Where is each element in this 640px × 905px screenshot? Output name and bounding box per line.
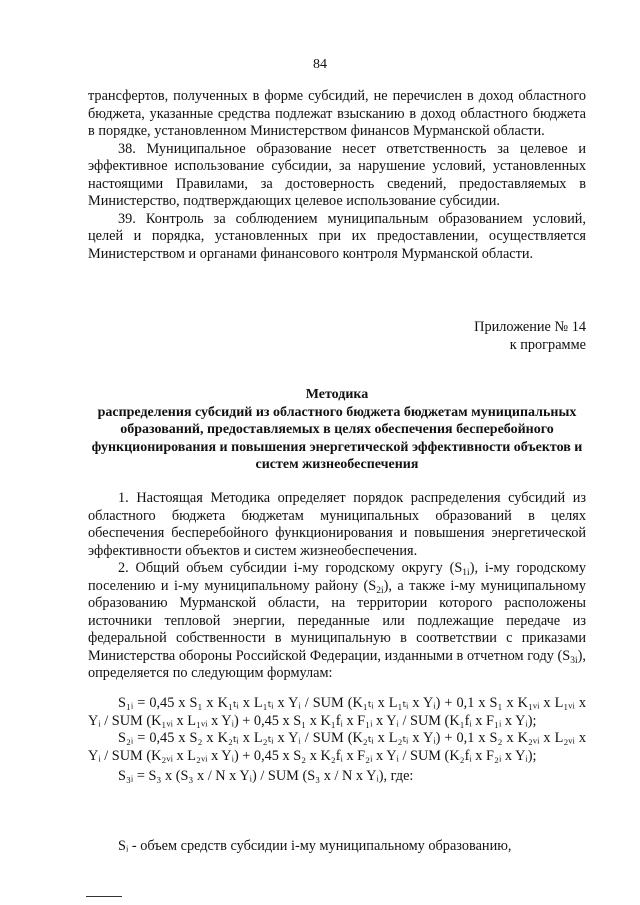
paragraph-39: 39. Контроль за соблюдением муниципальным образованием условий, целей и порядка, установленных при их предоставлении, осуществляется Министерством и органами финансового контроля Мурманской области.: [88, 210, 586, 262]
paragraph-1: 1. Настоящая Методика определяет порядок распределения субсидий из областного бюджета бюджетам муниципальных образований в целях обеспечения бесперебойного функционирования и повышения энергетической эффективности объектов и систем жизнеобеспечения.: [88, 490, 586, 559]
heading-title: Методика: [305, 387, 369, 402]
formula-s2: S₂ᵢ = 0,45 x S₂ x K₂ₜᵢ x L₂ₜᵢ x Yᵢ / SUM (K₂ₜᵢ x L₂ₜᵢ x Yᵢ) + 0,1 x S₂ x K₂ᵥᵢ x L₂ᵥᵢ x Yᵢ / SUM (K₂ᵥᵢ x L₂ᵥᵢ x Yᵢ) + 0,45 x S₂ x K₂fᵢ x F₂ᵢ x Yᵢ / SUM (K₂fᵢ x F₂ᵢ x Yᵢ);: [88, 730, 586, 764]
formula-s3: S₃ᵢ = S₃ x (S₃ x / N x Yᵢ) / SUM (S₃ x / N x Yᵢ), где:: [118, 768, 414, 784]
formula-s1: S₁ᵢ = 0,45 x S₁ x K₁ₜᵢ x L₁ₜᵢ x Yᵢ / SUM (K₁ₜᵢ x L₁ₜᵢ x Yᵢ) + 0,1 x S₁ x K₁ᵥᵢ x L₁ᵥᵢ x Yᵢ / SUM (K₁ᵥᵢ x L₁ᵥᵢ x Yᵢ) + 0,45 x S₁ x K₁fᵢ x F₁ᵢ x Yᵢ / SUM (K₁fᵢ x F₁ᵢ x Yᵢ);: [88, 695, 586, 729]
paragraph-2: 2. Общий объем субсидии i-му городскому округу $(S_{1i})$, i-му городскому поселению и i-му муниципальному району $(S_{2i})$, а также i-му муниципальному образованию Мурманской области, на территории которого расположены источники тепловой энергии, переданные или подлежащие передаче из федеральной собственности в муниципальную в соответствии с приказами Министерства обороны Российской Федерации, изданными в отчетном году $(S_{3i})$, определяется по следующим формулам:: [88, 560, 586, 681]
appendix-label: [88, 318, 586, 354]
body-text-methodology: [88, 490, 586, 683]
body-text-top: [88, 88, 586, 263]
paragraph-transfers: трансфертов, полученных в форме субсидий, не перечислен в доход областного бюджета, указанные средства подлежат взысканию в доход областного бюджета в порядке, установленном Министерством финансов Мурманской области.: [88, 88, 586, 139]
footer-rule: [86, 896, 122, 897]
appendix-number: Приложение № 14: [474, 319, 586, 335]
heading-subtitle: распределения субсидий из областного бюджета бюджетам муниципальных образований, предоставляемых в целях обеспечения бесперебойного функционирования и повышения энергетической эффективности объектов и систем жизнеобеспечения: [91, 404, 583, 472]
formulas: [88, 695, 586, 786]
methodology-heading: [88, 386, 586, 474]
appendix-program: к программе: [509, 337, 586, 353]
definition-si: Sᵢ - объем средств субсидии i-му муниципальному образованию,: [118, 838, 512, 854]
paragraph-38: 38. Муниципальное образование несет ответственность за целевое и эффективное использование субсидии, за нарушение условий, установленных настоящими Правилами, за достоверность сведений, предоставляемых в Министерство, подтверждающих целевое использование субсидии.: [88, 140, 586, 209]
body-text-definition: [88, 838, 586, 856]
page-number: 84: [313, 57, 327, 72]
